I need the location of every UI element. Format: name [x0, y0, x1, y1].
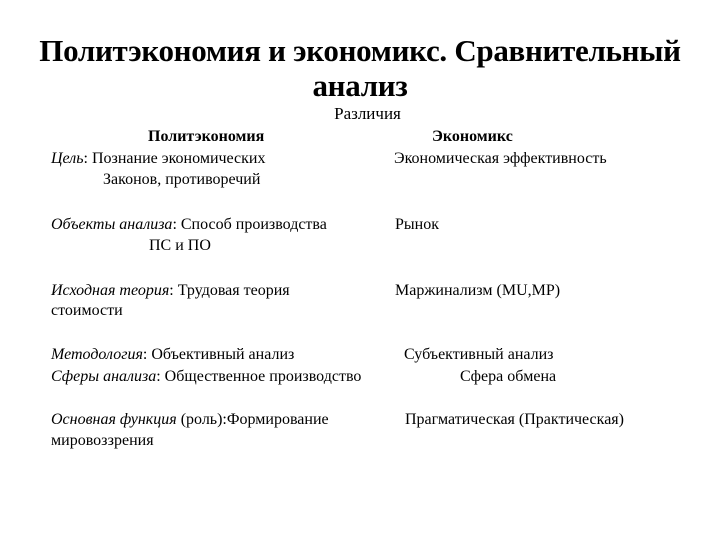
slide-title-line2: анализ	[312, 68, 408, 103]
row-function-left	[51, 411, 329, 429]
row-theory-left	[51, 282, 290, 300]
row-left-text: : Объективный анализ	[142, 346, 295, 363]
row-function-right: Прагматическая (Практическая)	[405, 411, 624, 428]
row-function-left-cont: мировоззрения	[51, 432, 154, 449]
row-objects-right: Рынок	[395, 216, 439, 233]
row-goal-left	[51, 150, 265, 168]
column-header-left: Политэкономия	[148, 128, 265, 145]
row-spheres-right: Сфера обмена	[460, 368, 557, 385]
row-goal-left-cont: Законов, противоречий	[103, 171, 261, 188]
row-label: Исходная теория	[51, 282, 170, 299]
row-label: Методология	[51, 346, 143, 363]
row-objects-left-cont: ПС и ПО	[149, 237, 211, 254]
subtitle: Различия	[334, 104, 401, 123]
row-methodology-left	[51, 346, 294, 364]
column-header-right: Экономикс	[432, 128, 513, 145]
row-left-text: : Трудовая теория	[169, 282, 290, 299]
row-left-text: : Способ производства	[172, 216, 327, 233]
row-theory-right: Маржинализм (MU,MP)	[395, 282, 561, 299]
row-left-text: : Познание экономических	[83, 150, 266, 167]
row-methodology-right: Субъективный анализ	[404, 346, 554, 363]
row-spheres-left	[51, 368, 361, 386]
row-label: Сферы анализа	[51, 368, 157, 385]
row-left-text: (роль):Формирование	[176, 411, 329, 428]
row-theory-left-cont: стоимости	[51, 302, 123, 319]
row-label: Цель	[51, 150, 84, 167]
row-goal-right: Экономическая эффективность	[394, 150, 607, 167]
slide-title-line1: Политэкономия и экономикс. Сравнительный	[39, 33, 681, 68]
row-label: Основная функция	[51, 411, 177, 428]
row-left-text: : Общественное производство	[156, 368, 362, 385]
row-label: Объекты анализа	[51, 216, 173, 233]
row-objects-left	[51, 216, 327, 234]
